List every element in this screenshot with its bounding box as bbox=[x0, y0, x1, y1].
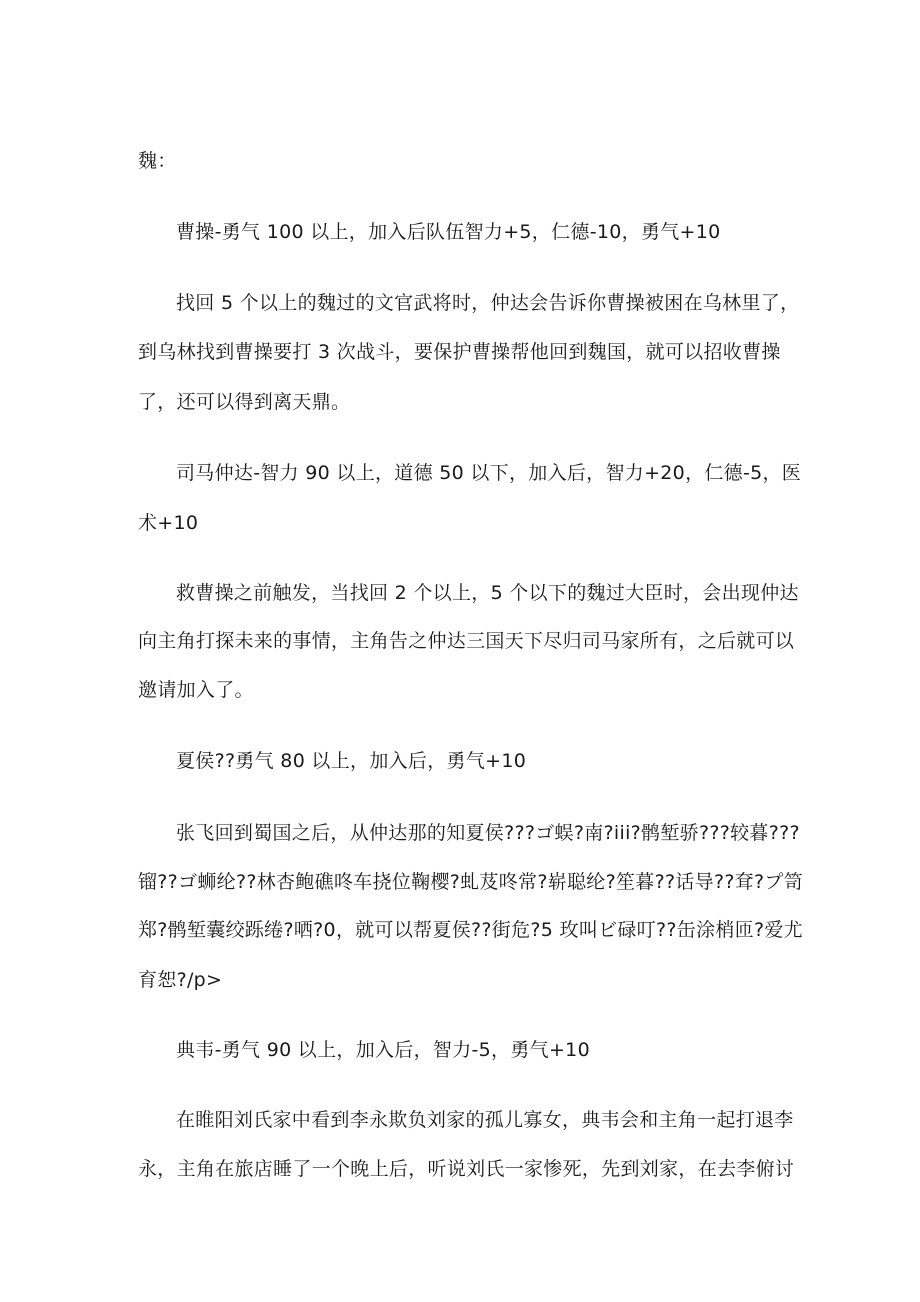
paragraph-line: 镏??ゴ蛳纶??林杏鲍礁咚车挠位鞠樱?虬芨咚常?崭聪纶?笙暮??话导??耷?プ笥 bbox=[138, 871, 804, 893]
entry-title-continuation: 术+10 bbox=[138, 512, 199, 534]
entry-title-simazhongda: 司马仲达-智力 90 以上，道德 50 以下，加入后，智力+20，仁德-5，医 bbox=[176, 462, 802, 484]
paragraph-line: 邀请加入了。 bbox=[138, 679, 254, 701]
paragraph-line: 救曹操之前触发，当找回 2 个以上，5 个以下的魏过大臣时，会出现仲达 bbox=[176, 582, 799, 604]
paragraph-line: 找回 5 个以上的魏过的文官武将时，仲达会告诉你曹操被困在乌林里了， bbox=[176, 292, 800, 314]
paragraph-line: 向主角打探未来的事情，主角告之仲达三国天下尽归司马家所有，之后就可以 bbox=[138, 630, 795, 652]
paragraph-line: 郑?鹘堑囊绞跞绻?哂?0，就可以帮夏侯??街危?5 玫叫ビ碌叮??缶涂梢匝?爱尤 bbox=[138, 919, 803, 941]
entry-title-caocao: 曹操-勇气 100 以上，加入后队伍智力+5，仁德-10，勇气+10 bbox=[176, 221, 721, 243]
section-heading: 魏： bbox=[138, 150, 177, 172]
paragraph-line: 张飞回到蜀国之后，从仲达那的知夏侯???ゴ蜈?南?iii?鹘堑骄???较暮??? bbox=[176, 822, 800, 844]
entry-title-dianwei: 典韦-勇气 90 以上，加入后，智力-5，勇气+10 bbox=[176, 1039, 590, 1061]
paragraph-line: 在睢阳刘氏家中看到李永欺负刘家的孤儿寡女，典韦会和主角一起打退李 bbox=[176, 1109, 794, 1131]
paragraph-line: 了，还可以得到离天鼎。 bbox=[138, 391, 351, 413]
paragraph-line: 育恕?/p> bbox=[138, 969, 223, 991]
entry-title-xiahou: 夏侯??勇气 80 以上，加入后，勇气+10 bbox=[176, 750, 527, 772]
paragraph-line: 到乌林找到曹操要打 3 次战斗，要保护曹操帮他回到魏国，就可以招收曹操 bbox=[138, 341, 781, 363]
paragraph-line: 永，主角在旅店睡了一个晚上后，听说刘氏一家惨死，先到刘家，在去李俯讨 bbox=[138, 1158, 795, 1180]
